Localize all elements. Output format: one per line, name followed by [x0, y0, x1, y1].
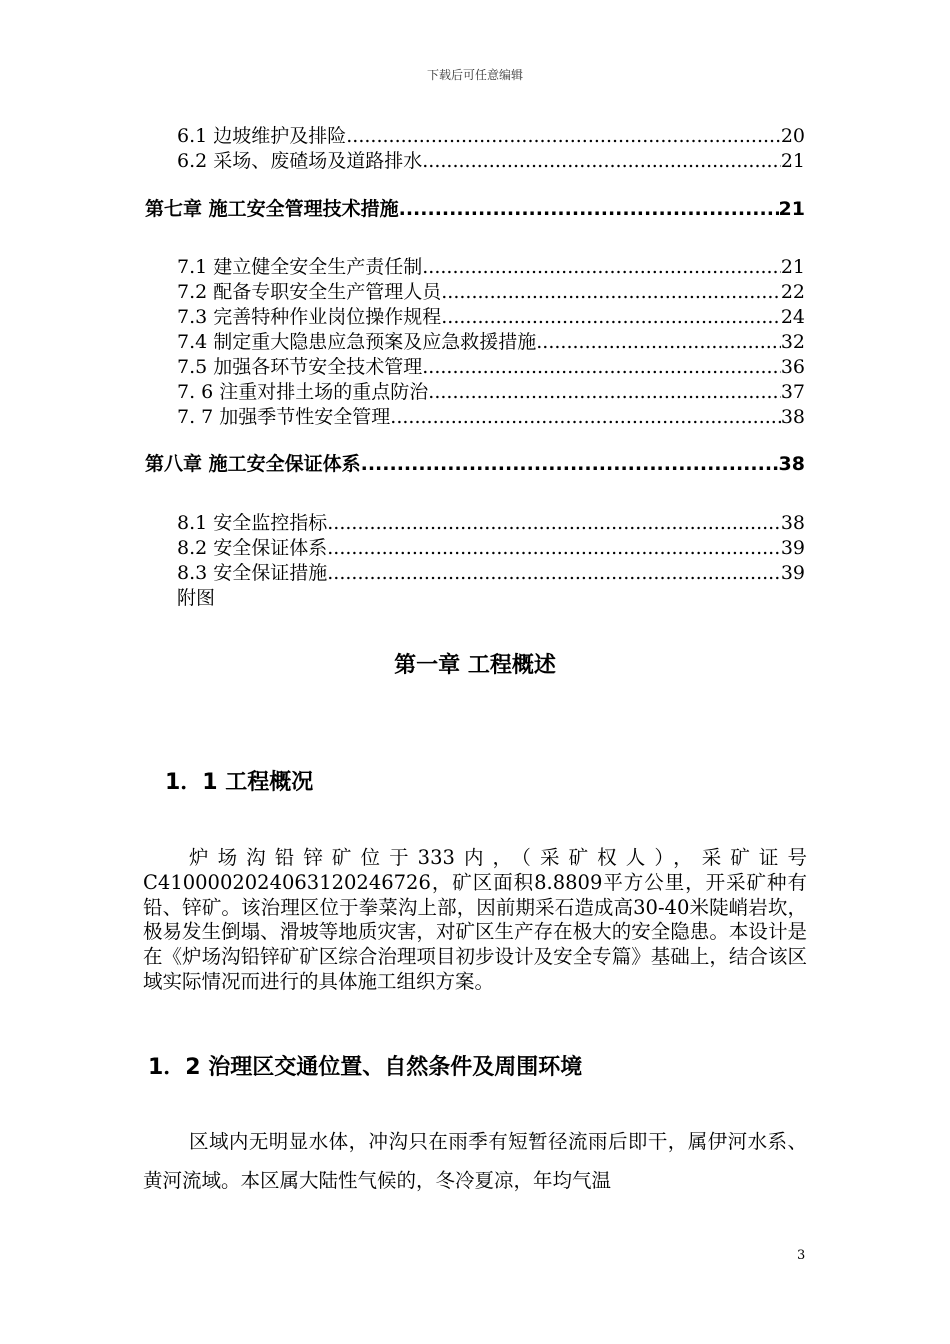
toc-item-page: 36 [780, 356, 805, 378]
toc-leader-dots [327, 561, 781, 585]
toc-chapter-page: 38 [778, 453, 805, 475]
toc-chapter-page: 21 [778, 198, 805, 220]
body-paragraph: 炉场沟铅锌矿位于333内，（采矿权人），采矿证号C4100002024063120246726，矿区面积8.8809平方公里，开采矿种有铅、锌矿。该治理区位于拳菜沟上部，因前期采石造成高30-40米陡峭岩坎，极易发生倒塌、滑坡等地质灾害，对矿区生产存在极大的安全隐患。本设计是在《炉场沟铅锌矿矿区综合治理项目初步设计及安全专篇》基础上，结合该区域实际情况而进行的具体施工组织方案。 [143, 846, 807, 993]
toc-item-page: 32 [780, 331, 805, 353]
toc-item[interactable] [177, 511, 805, 535]
toc-item-page: 38 [780, 406, 805, 428]
toc-leader-dots [346, 124, 781, 148]
toc-item-page: 37 [780, 381, 805, 403]
toc-item[interactable] [177, 355, 805, 379]
toc-leader-dots [361, 452, 779, 476]
toc-item-page: 39 [780, 537, 805, 559]
toc-item-label: 7.2 配备专职安全生产管理人员 [177, 281, 442, 303]
toc-item-label: 7. 6 注重对排土场的重点防治 [177, 381, 429, 403]
toc-item[interactable] [177, 255, 805, 279]
toc-leader-dots [327, 511, 781, 535]
toc-chapter-7[interactable] [145, 197, 805, 221]
toc-item-page: 38 [780, 512, 805, 534]
toc-leader-dots [399, 197, 779, 221]
toc-leader-dots [422, 355, 781, 379]
toc-item-label: 8.3 安全保证措施 [177, 562, 328, 584]
toc-leader-dots [441, 305, 781, 329]
toc-item[interactable] [177, 305, 805, 329]
toc-item[interactable] [177, 536, 805, 560]
toc-item[interactable] [177, 124, 805, 148]
toc-item-label: 7.3 完善特种作业岗位操作规程 [177, 306, 442, 328]
body-paragraph: 区域内无明显水体，冲沟只在雨季有短暂径流雨后即干，属伊河水系、黄河流域。本区属大陆性气候的，冬冷夏凉，年均气温 [143, 1130, 807, 1192]
toc-leader-dots [536, 330, 781, 354]
toc-item-page: 22 [780, 281, 805, 303]
toc-item-label: 8.2 安全保证体系 [177, 537, 328, 559]
section-title: 1．1 工程概况 [165, 770, 314, 795]
toc-chapter-label: 第七章 施工安全管理技术措施 [145, 198, 399, 220]
toc-item-label: 7.5 加强各环节安全技术管理 [177, 356, 423, 378]
toc-item-label: 7.4 制定重大隐患应急预案及应急救援措施 [177, 331, 537, 353]
toc-item-label: 7. 7 加强季节性安全管理 [177, 406, 391, 428]
toc-item[interactable] [177, 561, 805, 585]
toc-item-page: 39 [780, 562, 805, 584]
toc-item[interactable] [177, 405, 805, 429]
toc-item[interactable] [177, 280, 805, 304]
page-number: 3 [797, 1248, 806, 1263]
toc-item[interactable] [177, 330, 805, 354]
toc-leader-dots [441, 280, 781, 304]
toc-item[interactable] [177, 380, 805, 404]
toc-leader-dots [327, 536, 781, 560]
section-title: 1．2 治理区交通位置、自然条件及周围环境 [148, 1055, 583, 1080]
toc-item-page: 24 [780, 306, 805, 328]
toc-leader-dots [428, 380, 781, 404]
toc-chapter-8[interactable] [145, 452, 805, 476]
chapter-title: 第一章 工程概述 [394, 653, 556, 678]
toc-item-page: 20 [780, 125, 805, 147]
toc-chapter-label: 第八章 施工安全保证体系 [145, 453, 361, 475]
toc-leader-dots [422, 255, 781, 279]
toc-item-page: 21 [780, 256, 805, 278]
toc-leader-dots [390, 405, 781, 429]
toc-item-label: 6.2 采场、废碴场及道路排水 [177, 150, 423, 172]
page-header: 下载后可任意编辑 [426, 68, 523, 82]
toc-leader-dots [422, 149, 781, 173]
toc-item-page: 21 [780, 150, 805, 172]
toc-item-label: 7.1 建立健全安全生产责任制 [177, 256, 423, 278]
toc-item[interactable] [177, 149, 805, 173]
toc-item-label: 8.1 安全监控指标 [177, 512, 328, 534]
toc-appendix[interactable]: 附图 [177, 587, 216, 609]
toc-item-label: 6.1 边坡维护及排险 [177, 125, 347, 147]
